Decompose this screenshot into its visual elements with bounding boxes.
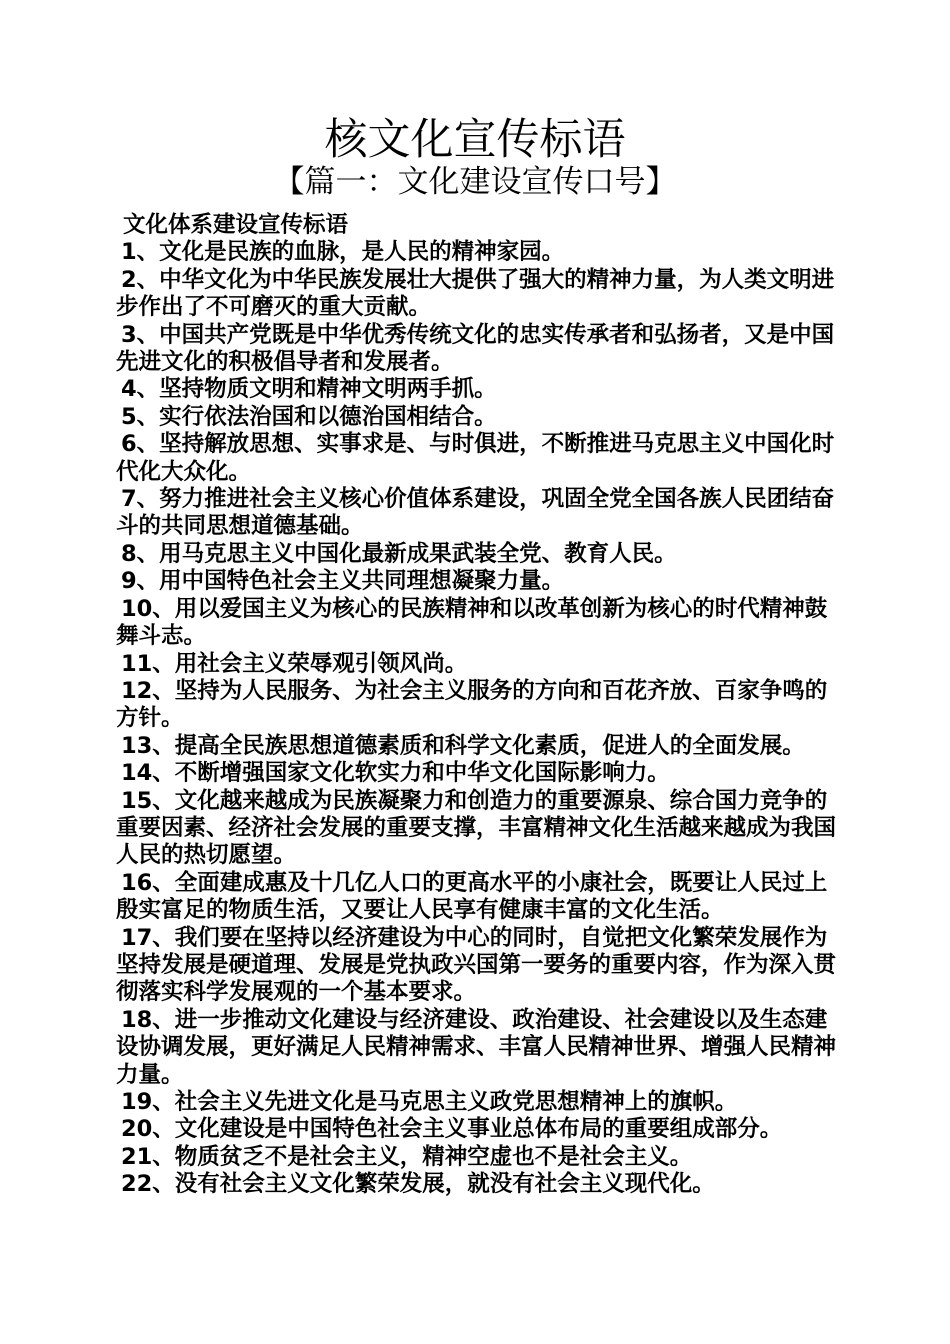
slogan-item: 11、用社会主义荣辱观引领风尚。 xyxy=(121,650,468,677)
slogan-item: 3、中国共产党既是中华优秀传统文化的忠实传承者和弘扬者，又是中国先进文化的积极倡导者和发展者。 xyxy=(116,321,835,376)
slogan-item: 18、进一步推动文化建设与经济建设、政治建设、社会建设以及生态建设协调发展，更好满足人民精神需求、丰富人民精神世界、增强人民精神力量。 xyxy=(116,1006,837,1088)
slogan-item: 15、文化越来越成为民族凝聚力和创造力的重要源泉、综合国力竞争的重要因素、经济社会发展的重要支撑，丰富精神文化生活越来越成为我国人民的热切愿望。 xyxy=(116,787,837,869)
slogan-item: 6、坚持解放思想、实事求是、与时俱进，不断推进马克思主义中国化时代化大众化。 xyxy=(116,431,835,485)
slogan-item: 5、实行依法治国和以德治国相结合。 xyxy=(121,403,497,430)
slogan-item: 4、坚持物质文明和精神文明两手抓。 xyxy=(121,376,497,403)
section-heading: 文化体系建设宣传标语 xyxy=(123,212,349,238)
slogan-item: 7、努力推进社会主义核心价值体系建设，巩固全党全国各族人民团结奋斗的共同思想道德基础。 xyxy=(116,486,835,540)
slogan-item: 14、不断增强国家文化软实力和中华文化国际影响力。 xyxy=(121,760,670,787)
document-subtitle: 【篇一：文化建设宣传口号】 xyxy=(273,164,677,200)
slogan-item: 16、全面建成惠及十几亿人口的更高水平的小康社会，既要让人民过上殷实富足的物质生活，又要让人民享有健康丰富的文化生活。 xyxy=(116,869,828,924)
slogan-item: 10、用以爱国主义为核心的民族精神和以改革创新为核心的时代精神鼓舞斗志。 xyxy=(116,595,828,650)
slogan-item: 21、物质贫乏不是社会主义，精神空虚也不是社会主义。 xyxy=(121,1143,693,1170)
slogan-item: 2、中华文化为中华民族发展壮大提供了强大的精神力量，为人类文明进步作出了不可磨灭的重大贡献。 xyxy=(116,266,835,321)
slogan-item: 17、我们要在坚持以经济建设为中心的同时，自觉把文化繁荣发展作为坚持发展是硬道理、发展是党执政兴国第一要务的重要内容，作为深入贯彻落实科学发展观的一个基本要求。 xyxy=(116,924,837,1006)
slogan-item: 1、文化是民族的血脉，是人民的精神家园。 xyxy=(121,239,565,266)
slogan-item: 8、用马克思主义中国化最新成果武装全党、教育人民。 xyxy=(121,540,677,567)
document-body xyxy=(116,212,838,1199)
slogan-item: 9、用中国特色社会主义共同理想凝聚力量。 xyxy=(121,568,565,595)
slogan-item: 12、坚持为人民服务、为社会主义服务的方向和百花齐放、百家争鸣的方针。 xyxy=(116,677,828,732)
slogan-item: 20、文化建设是中国特色社会主义事业总体布局的重要组成部分。 xyxy=(121,1116,783,1143)
slogan-item: 13、提高全民族思想道德素质和科学文化素质，促进人的全面发展。 xyxy=(121,732,805,759)
slogan-item: 19、社会主义先进文化是马克思主义政党思想精神上的旗帜。 xyxy=(121,1089,738,1115)
slogan-item: 22、没有社会主义文化繁荣发展，就没有社会主义现代化。 xyxy=(121,1171,715,1198)
document-title: 核文化宣传标语 xyxy=(324,115,626,165)
